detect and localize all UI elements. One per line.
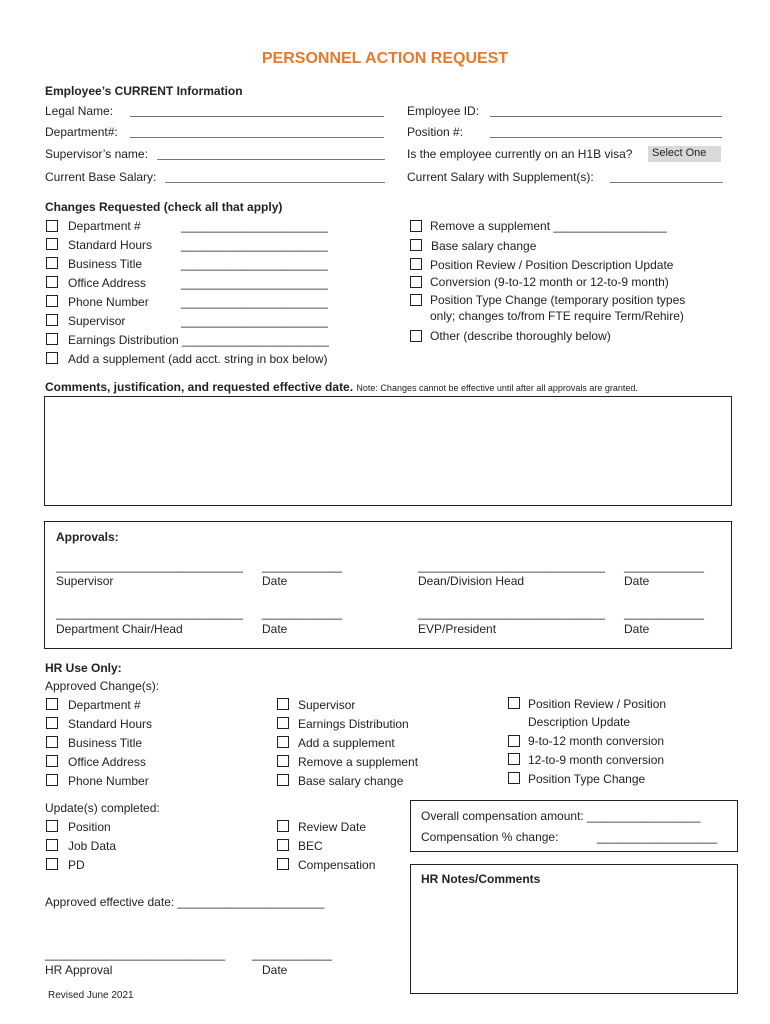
hr-label: Supervisor	[298, 698, 356, 712]
supervisor-signature-line[interactable]: ____________________________	[56, 559, 243, 573]
add-supplement-label: Add a supplement (add acct. string in box below)	[68, 352, 328, 366]
hr-label: Business Title	[68, 736, 143, 750]
update-label: Position	[68, 820, 111, 834]
h1b-question: Is the employee currently on an H1B visa?	[407, 147, 633, 161]
hr-checkbox[interactable]	[508, 697, 520, 709]
hr-checkbox[interactable]	[277, 717, 289, 729]
conversion-label: Conversion (9-to-12 month or 12-to-9 month)	[430, 275, 669, 289]
checkbox-standard-hours[interactable]	[46, 238, 58, 250]
hr-approval-label: HR Approval	[45, 963, 113, 977]
department-field[interactable]	[130, 137, 384, 138]
comments-box[interactable]	[44, 396, 732, 506]
hr-notes-heading: HR Notes/Comments	[421, 872, 541, 886]
chair-signature-line[interactable]: ____________________________	[56, 606, 243, 620]
hr-checkbox[interactable]	[46, 736, 58, 748]
legal-name-field[interactable]	[130, 116, 384, 117]
checkbox-other[interactable]	[410, 330, 422, 342]
hr-label: 9-to-12 month conversion	[528, 734, 665, 748]
hr-checkbox[interactable]	[46, 717, 58, 729]
hr-label: 12-to-9 month conversion	[528, 753, 665, 767]
hr-checkbox[interactable]	[508, 735, 520, 747]
update-checkbox[interactable]	[277, 839, 289, 851]
hr-checkbox[interactable]	[277, 698, 289, 710]
position-type-label-2: only; changes to/from FTE require Term/Rehire)	[430, 309, 684, 323]
overall-comp-label[interactable]: Overall compensation amount: _________________	[421, 809, 701, 823]
employee-id-field[interactable]	[490, 116, 722, 117]
checkbox-conversion[interactable]	[410, 276, 422, 288]
hr-checkbox[interactable]	[508, 753, 520, 765]
checkbox-supervisor[interactable]	[46, 314, 58, 326]
comments-heading-row	[45, 380, 638, 394]
hr-label: Description Update	[528, 715, 631, 729]
base-salary-field[interactable]	[165, 182, 385, 183]
changes-heading: Changes Requested (check all that apply)	[45, 200, 283, 214]
hr-label: Office Address	[68, 755, 146, 769]
evp-label: EVP/President	[418, 622, 497, 636]
base-salary-label: Current Base Salary:	[45, 170, 157, 184]
position-label: Position #:	[407, 125, 464, 139]
hr-checkbox[interactable]	[46, 755, 58, 767]
hr-label: Position Review / Position	[528, 697, 667, 711]
update-checkbox[interactable]	[277, 858, 289, 870]
checkbox-department[interactable]	[46, 220, 58, 232]
salary-supplement-field[interactable]	[610, 182, 723, 183]
revised-note: Revised June 2021	[48, 990, 134, 1001]
date-label: Date	[624, 574, 650, 588]
position-type-label-1: Position Type Change (temporary position types	[430, 293, 686, 307]
chair-date-line[interactable]: ____________	[262, 606, 343, 620]
dean-date-line[interactable]: ____________	[624, 559, 705, 573]
update-label: Job Data	[68, 839, 117, 853]
other-label: Other (describe thoroughly below)	[430, 329, 611, 343]
hr-checkbox[interactable]	[277, 774, 289, 786]
change-blank[interactable]: ______________________	[181, 314, 328, 328]
base-salary-change-label: Base salary change	[431, 239, 537, 253]
hr-date-label: Date	[262, 963, 288, 977]
hr-signature-line[interactable]: ___________________________	[45, 947, 226, 961]
checkbox-remove-supplement[interactable]	[410, 220, 422, 232]
employee-id-label: Employee ID:	[407, 104, 480, 118]
hr-label: Base salary change	[298, 774, 404, 788]
compensation-box	[410, 800, 738, 852]
update-checkbox[interactable]	[277, 820, 289, 832]
comp-change-line[interactable]: __________________	[597, 830, 718, 844]
checkbox-business-title[interactable]	[46, 257, 58, 269]
change-label: Department #	[68, 219, 141, 233]
earnings-distribution-label: Earnings Distribution ______________________	[68, 333, 329, 347]
change-blank[interactable]: ______________________	[181, 295, 328, 309]
update-checkbox[interactable]	[46, 858, 58, 870]
date-label: Date	[624, 622, 650, 636]
change-blank[interactable]: ______________________	[181, 276, 328, 290]
comp-change-label: Compensation % change:	[421, 830, 559, 844]
update-checkbox[interactable]	[46, 839, 58, 851]
updates-heading: Update(s) completed:	[45, 801, 160, 815]
hr-label: Phone Number	[68, 774, 149, 788]
checkbox-position-review[interactable]	[410, 258, 422, 270]
checkbox-office-address[interactable]	[46, 276, 58, 288]
update-label: Review Date	[298, 820, 367, 834]
approvals-heading: Approvals:	[56, 530, 119, 544]
supervisor-date-line[interactable]: ____________	[262, 559, 343, 573]
current-info-heading: Employee’s CURRENT Information	[45, 84, 243, 98]
change-label: Business Title	[68, 257, 143, 271]
hr-label: Earnings Distribution	[298, 717, 409, 731]
update-label: BEC	[298, 839, 323, 853]
remove-supplement-label: Remove a supplement _________________	[430, 219, 667, 233]
evp-signature-line[interactable]: ____________________________	[418, 606, 605, 620]
supervisor-name-label: Supervisor’s name:	[45, 147, 148, 161]
legal-name-label: Legal Name:	[45, 104, 114, 118]
checkbox-add-supplement[interactable]	[46, 352, 58, 364]
position-review-label: Position Review / Position Description Update	[430, 258, 674, 272]
supervisor-label: Supervisor	[56, 574, 114, 588]
hr-label: Remove a supplement	[298, 755, 419, 769]
supervisor-name-field[interactable]	[157, 159, 385, 160]
approved-effective-date[interactable]: Approved effective date: ______________________	[45, 895, 325, 909]
checkbox-phone-number[interactable]	[46, 295, 58, 307]
change-label: Standard Hours	[68, 238, 153, 252]
date-label: Date	[262, 574, 288, 588]
hr-checkbox[interactable]	[508, 772, 520, 784]
update-checkbox[interactable]	[46, 820, 58, 832]
hr-checkbox[interactable]	[46, 698, 58, 710]
salary-supplement-label: Current Salary with Supplement(s):	[407, 170, 594, 184]
dean-signature-line[interactable]: ____________________________	[418, 559, 605, 573]
checkbox-position-type[interactable]	[410, 294, 422, 306]
change-blank[interactable]: ______________________	[181, 219, 328, 233]
hr-checkbox[interactable]	[277, 755, 289, 767]
hr-checkbox[interactable]	[46, 774, 58, 786]
hr-heading: HR Use Only:	[45, 661, 122, 675]
hr-date-line[interactable]: ____________	[252, 947, 333, 961]
change-blank[interactable]: ______________________	[181, 238, 328, 252]
hr-label: Position Type Change	[528, 772, 646, 786]
evp-date-line[interactable]: ____________	[624, 606, 705, 620]
update-label: Compensation	[298, 858, 376, 872]
page-title: PERSONNEL ACTION REQUEST	[261, 50, 509, 67]
change-label: Phone Number	[68, 295, 149, 309]
change-label: Office Address	[68, 276, 146, 290]
change-label: Supervisor	[68, 314, 126, 328]
position-field[interactable]	[490, 137, 722, 138]
hr-checkbox[interactable]	[277, 736, 289, 748]
dean-label: Dean/Division Head	[418, 574, 525, 588]
hr-label: Add a supplement	[298, 736, 395, 750]
chair-label: Department Chair/Head	[56, 622, 183, 636]
date-label: Date	[262, 622, 288, 636]
comments-heading: Comments, justification, and requested effective date.	[45, 380, 354, 394]
hr-label: Standard Hours	[68, 717, 153, 731]
approved-changes-label: Approved Change(s):	[45, 679, 160, 693]
checkbox-base-salary-change[interactable]	[410, 239, 422, 251]
change-blank[interactable]: ______________________	[181, 257, 328, 271]
h1b-select[interactable]: Select One	[648, 146, 721, 162]
comments-note: Note: Changes cannot be effective until after all approvals are granted.	[356, 383, 638, 393]
hr-label: Department #	[68, 698, 141, 712]
department-label: Department#:	[45, 125, 118, 139]
checkbox-earnings-distribution[interactable]	[46, 333, 58, 345]
update-label: PD	[68, 858, 85, 872]
